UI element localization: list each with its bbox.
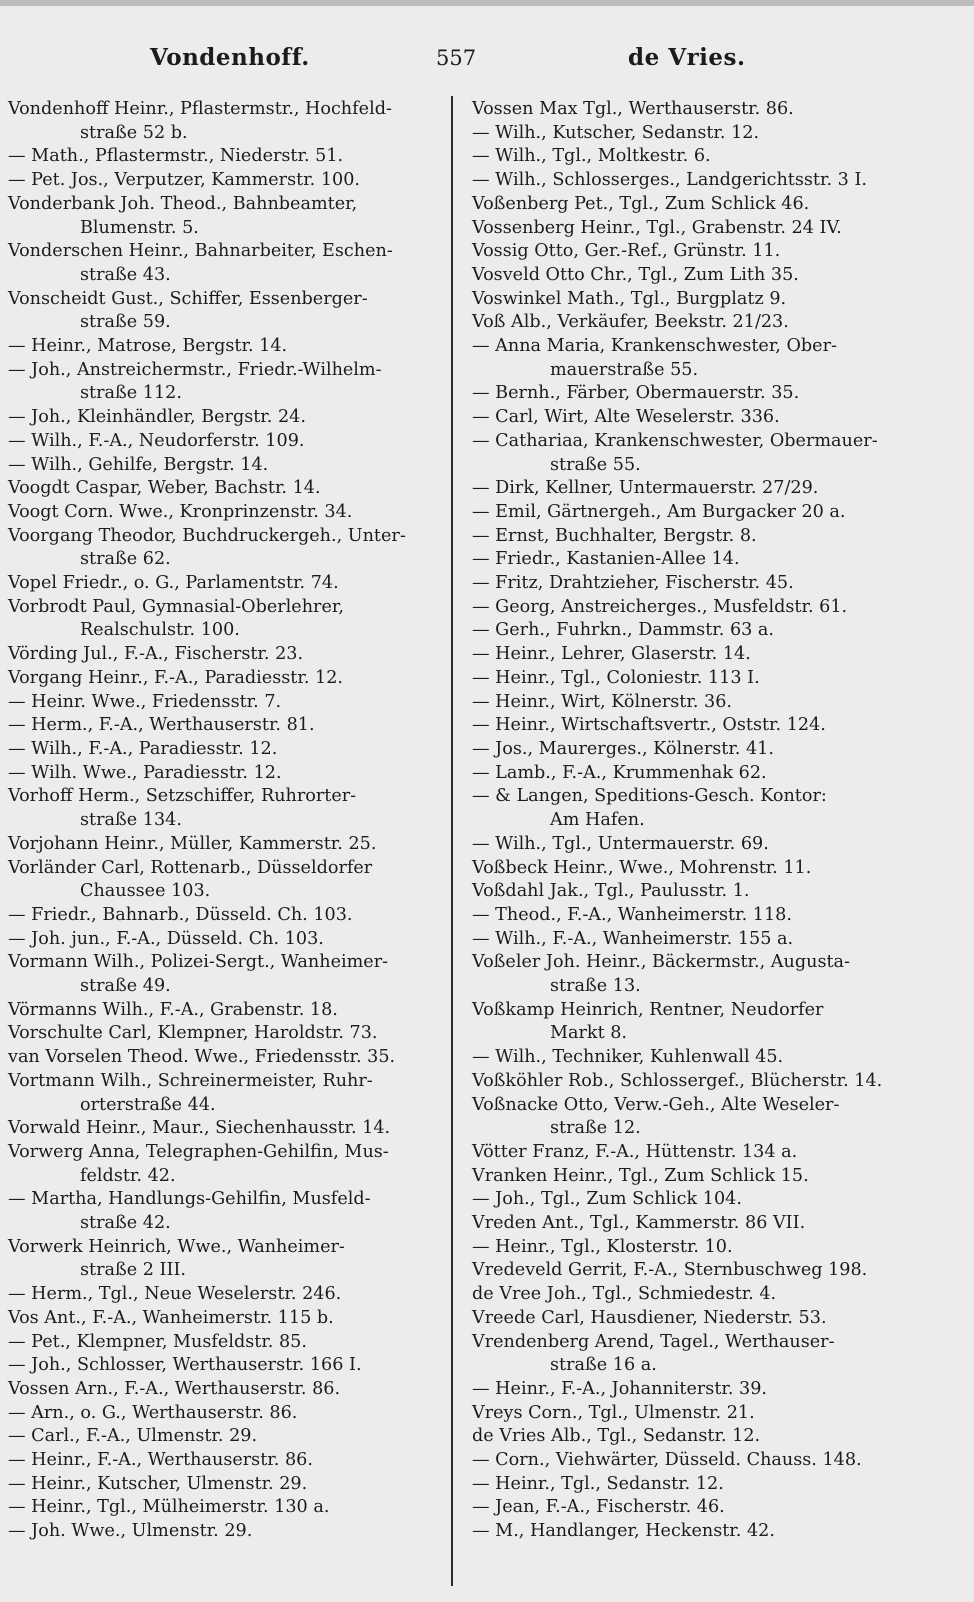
directory-entry: Voßköhler Rob., Schlossergef., Blücherstr. 14. bbox=[472, 1070, 883, 1091]
directory-entry: — Heinr., Tgl., Mülheimerstr. 130 a. bbox=[8, 1497, 330, 1518]
directory-entry: Vosveld Otto Chr., Tgl., Zum Lith 35. bbox=[472, 264, 799, 285]
directory-entry: Voogdt Caspar, Weber, Bachstr. 14. bbox=[8, 478, 321, 499]
directory-entry: — Carl, Wirt, Alte Weselerstr. 336. bbox=[472, 407, 780, 428]
directory-entry: Vonscheidt Gust., Schiffer, Essenberger- straße 59. bbox=[8, 288, 368, 333]
right-column bbox=[472, 98, 916, 1544]
directory-entry: — Math., Pflastermstr., Niederstr. 51. bbox=[8, 146, 344, 167]
directory-entry: van Vorselen Theod. Wwe., Friedensstr. 35. bbox=[8, 1047, 396, 1068]
directory-entry: — Heinr., F.-A., Werthauserstr. 86. bbox=[8, 1450, 313, 1471]
directory-entry: — Jean, F.-A., Fischerstr. 46. bbox=[472, 1497, 725, 1518]
directory-entry: Vorbrodt Paul, Gymnasial-Oberlehrer, Realschulstr. 100. bbox=[8, 596, 344, 641]
directory-entry: — Heinr., Matrose, Bergstr. 14. bbox=[8, 336, 288, 357]
directory-entry: — Wilh., Tgl., Untermauerstr. 69. bbox=[472, 833, 769, 854]
directory-entry: Vossen Max Tgl., Werthauserstr. 86. bbox=[472, 99, 794, 119]
directory-entry: Voßbeck Heinr., Wwe., Mohrenstr. 11. bbox=[472, 857, 812, 878]
directory-entry: — Wilh., Gehilfe, Bergstr. 14. bbox=[8, 454, 269, 475]
directory-entry: — Pet. Jos., Verputzer, Kammerstr. 100. bbox=[8, 170, 361, 191]
directory-entry: — Joh. jun., F.-A., Düsseld. Ch. 103. bbox=[8, 928, 324, 949]
page-header bbox=[0, 44, 974, 84]
directory-entry: Vredeveld Gerrit, F.-A., Sternbuschweg 198. bbox=[472, 1260, 868, 1281]
directory-entry: — Heinr., Tgl., Coloniestr. 113 I. bbox=[472, 667, 760, 688]
directory-entry: Vorwerk Heinrich, Wwe., Wanheimer- straße 2 III. bbox=[8, 1236, 345, 1281]
directory-entry: — Heinr., Wirt, Kölnerstr. 36. bbox=[472, 691, 733, 712]
directory-entry: — Pet., Klempner, Musfeldstr. 85. bbox=[8, 1331, 307, 1352]
directory-entry: — Heinr., Tgl., Sedanstr. 12. bbox=[472, 1473, 724, 1494]
directory-entry: Vorjohann Heinr., Müller, Kammerstr. 25. bbox=[8, 833, 377, 854]
directory-entry: Vossen Arn., F.-A., Werthauserstr. 86. bbox=[8, 1378, 341, 1399]
directory-entry: Vörding Jul., F.-A., Fischerstr. 23. bbox=[8, 644, 304, 665]
header-first-entry: Vondenhoff. bbox=[150, 44, 310, 71]
directory-entry: — Wilh., Techniker, Kuhlenwall 45. bbox=[472, 1047, 784, 1068]
directory-entry: — Wilh., F.-A., Wanheimerstr. 155 a. bbox=[472, 928, 794, 949]
directory-entry: — Joh., Kleinhändler, Bergstr. 24. bbox=[8, 407, 306, 428]
directory-entry: — Anna Maria, Krankenschwester, Ober- mauerstraße 55. bbox=[472, 336, 837, 380]
directory-entry: Vorhoff Herm., Setzschiffer, Ruhrorter- straße 134. bbox=[8, 786, 357, 831]
directory-entry: — Fritz, Drahtzieher, Fischerstr. 45. bbox=[472, 573, 794, 594]
directory-entry: de Vree Joh., Tgl., Schmiedestr. 4. bbox=[472, 1284, 777, 1305]
directory-entry: — Gerh., Fuhrkn., Dammstr. 63 a. bbox=[472, 620, 775, 641]
directory-entry: — Arn., o. G., Werthauserstr. 86. bbox=[8, 1402, 298, 1423]
directory-entry: Voorgang Theodor, Buchdruckergeh., Unter- straße 62. bbox=[8, 525, 406, 570]
directory-entry: Voß Alb., Verkäufer, Beekstr. 21/23. bbox=[472, 312, 789, 333]
directory-entry: Voswinkel Math., Tgl., Burgplatz 9. bbox=[472, 288, 787, 309]
directory-entry: — Herm., Tgl., Neue Weselerstr. 246. bbox=[8, 1284, 342, 1305]
directory-entry: Vrendenberg Arend, Tagel., Werthauser- straße 16 a. bbox=[472, 1331, 835, 1376]
directory-entry: Vossig Otto, Ger.-Ref., Grünstr. 11. bbox=[472, 241, 781, 262]
page-number: 557 bbox=[436, 46, 477, 70]
directory-entry: — Martha, Handlungs-Gehilfin, Musfeld- straße 42. bbox=[8, 1189, 371, 1234]
directory-entry: Voßkamp Heinrich, Rentner, Neudorfer Markt 8. bbox=[472, 999, 824, 1044]
directory-entry: — Georg, Anstreicherges., Musfeldstr. 61. bbox=[472, 596, 848, 617]
left-column bbox=[8, 98, 440, 1544]
directory-entry: Voogt Corn. Wwe., Kronprinzenstr. 34. bbox=[8, 501, 353, 522]
directory-entry: Vorwald Heinr., Maur., Siechenhausstr. 14. bbox=[8, 1118, 391, 1139]
directory-entry: — Herm., F.-A., Werthauserstr. 81. bbox=[8, 715, 315, 736]
directory-entry: Vormann Wilh., Polizei-Sergt., Wanheimer- straße 49. bbox=[8, 952, 389, 997]
directory-entry: Voßenberg Pet., Tgl., Zum Schlick 46. bbox=[472, 193, 810, 214]
directory-entry: Vorwerg Anna, Telegraphen-Gehilfin, Mus- feldstr. 42. bbox=[8, 1141, 389, 1186]
directory-entry: de Vries Alb., Tgl., Sedanstr. 12. bbox=[472, 1426, 761, 1447]
directory-entry: — M., Handlanger, Heckenstr. 42. bbox=[472, 1521, 775, 1542]
directory-entry: — Friedr., Kastanien-Allee 14. bbox=[472, 549, 740, 570]
directory-entry: — Joh. Wwe., Ulmenstr. 29. bbox=[8, 1521, 253, 1542]
directory-entry: — Emil, Gärtnergeh., Am Burgacker 20 a. bbox=[472, 501, 846, 522]
directory-entry: Vötter Franz, F.-A., Hüttenstr. 134 a. bbox=[472, 1141, 798, 1162]
directory-entry: — Joh., Tgl., Zum Schlick 104. bbox=[472, 1189, 742, 1210]
header-last-entry: de Vries. bbox=[628, 44, 746, 71]
directory-entry: Voßeler Joh. Heinr., Bäckermstr., Augusta- straße 13. bbox=[472, 952, 850, 997]
directory-entry: — Heinr., Tgl., Klosterstr. 10. bbox=[472, 1236, 733, 1257]
directory-entry: Vonderschen Heinr., Bahnarbeiter, Eschen- straße 43. bbox=[8, 241, 393, 285]
directory-entry: Vörmanns Wilh., F.-A., Grabenstr. 18. bbox=[8, 999, 338, 1020]
column-divider bbox=[451, 96, 453, 1586]
directory-entry: Voßnacke Otto, Verw.-Geh., Alte Weseler- straße 12. bbox=[472, 1094, 840, 1139]
directory-entry: Vos Ant., F.-A., Wanheimerstr. 115 b. bbox=[8, 1307, 334, 1328]
directory-entry: — Cathariaa, Krankenschwester, Obermauer- straße 55. bbox=[472, 430, 878, 475]
directory-entry: — Lamb., F.-A., Krummenhak 62. bbox=[472, 762, 767, 783]
directory-entry: Vreden Ant., Tgl., Kammerstr. 86 VII. bbox=[472, 1213, 806, 1234]
directory-entry: — Theod., F.-A., Wanheimerstr. 118. bbox=[472, 904, 792, 925]
directory-entry: — Friedr., Bahnarb., Düsseld. Ch. 103. bbox=[8, 904, 353, 925]
directory-entry: — Heinr. Wwe., Friedensstr. 7. bbox=[8, 691, 282, 712]
directory-entry: — Wilh. Wwe., Paradiesstr. 12. bbox=[8, 762, 282, 783]
directory-entry: — Wilh., F.-A., Paradiesstr. 12. bbox=[8, 738, 278, 759]
directory-entry: — Corn., Viehwärter, Düsseld. Chauss. 148. bbox=[472, 1450, 862, 1471]
directory-entry: Vorländer Carl, Rottenarb., Düsseldorfer Chaussee 103. bbox=[8, 857, 373, 902]
directory-entry: — Heinr., F.-A., Johanniterstr. 39. bbox=[472, 1378, 768, 1399]
directory-entry: — Jos., Maurerges., Kölnerstr. 41. bbox=[472, 738, 774, 759]
directory-entry: — Wilh., Kutscher, Sedanstr. 12. bbox=[472, 122, 760, 143]
directory-entry: — Joh., Schlosser, Werthauserstr. 166 I. bbox=[8, 1355, 362, 1376]
directory-entry: — Heinr., Wirtschaftsvertr., Oststr. 124. bbox=[472, 715, 826, 736]
directory-entry: Vranken Heinr., Tgl., Zum Schlick 15. bbox=[472, 1165, 809, 1186]
directory-entry: Vopel Friedr., o. G., Parlamentstr. 74. bbox=[8, 573, 339, 594]
directory-entry: Vreede Carl, Hausdiener, Niederstr. 53. bbox=[472, 1307, 827, 1328]
directory-entry: — Heinr., Lehrer, Glaserstr. 14. bbox=[472, 644, 751, 665]
directory-entry: — Ernst, Buchhalter, Bergstr. 8. bbox=[472, 525, 757, 546]
directory-entry: Voßdahl Jak., Tgl., Paulusstr. 1. bbox=[472, 881, 750, 902]
directory-entry: Vossenberg Heinr., Tgl., Grabenstr. 24 IV. bbox=[472, 217, 842, 238]
directory-entry: — Wilh., Schlosserges., Landgerichtsstr. 3 I. bbox=[472, 170, 867, 191]
directory-entry: — Wilh., Tgl., Moltkestr. 6. bbox=[472, 146, 711, 167]
directory-entry: — & Langen, Speditions-Gesch. Kontor: Am Hafen. bbox=[472, 786, 827, 831]
directory-entry: — Joh., Anstreichermstr., Friedr.-Wilhelm- straße 112. bbox=[8, 359, 382, 404]
directory-entry: — Carl., F.-A., Ulmenstr. 29. bbox=[8, 1426, 258, 1447]
directory-entry: — Bernh., Färber, Obermauerstr. 35. bbox=[472, 383, 800, 404]
directory-entry: — Heinr., Kutscher, Ulmenstr. 29. bbox=[8, 1473, 308, 1494]
directory-entry: — Dirk, Kellner, Untermauerstr. 27/29. bbox=[472, 478, 819, 499]
directory-entry: Vorgang Heinr., F.-A., Paradiesstr. 12. bbox=[8, 667, 343, 688]
top-edge bbox=[0, 0, 974, 6]
directory-entry: Vortmann Wilh., Schreinermeister, Ruhr- orterstraße 44. bbox=[8, 1070, 373, 1115]
directory-entry: Vorschulte Carl, Klempner, Haroldstr. 73. bbox=[8, 1023, 378, 1044]
directory-entry: — Wilh., F.-A., Neudorferstr. 109. bbox=[8, 430, 305, 451]
directory-entry: Vondenhoff Heinr., Pflastermstr., Hochfeld- straße 52 b. bbox=[8, 99, 392, 143]
directory-entry: Vonderbank Joh. Theod., Bahnbeamter, Blumenstr. 5. bbox=[8, 193, 358, 238]
directory-entry: Vreys Corn., Tgl., Ulmenstr. 21. bbox=[472, 1402, 755, 1423]
